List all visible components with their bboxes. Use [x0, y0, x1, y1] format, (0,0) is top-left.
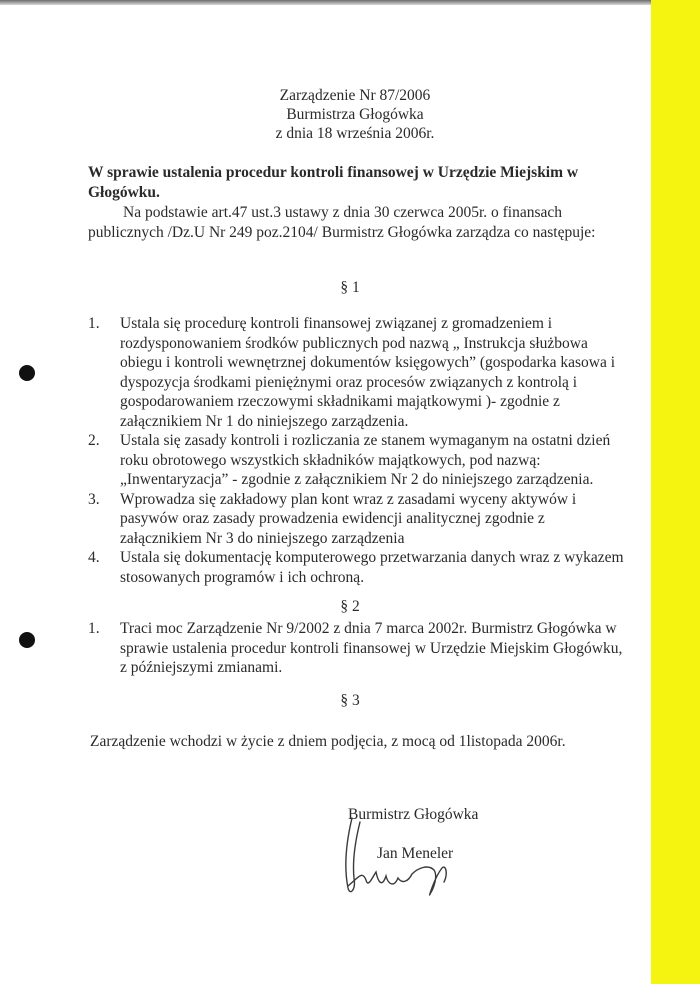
scan-top-edge — [0, 0, 660, 5]
document-subject: W sprawie ustalenia procedur kontroli finansowej w Urzędzie Miejskim w Głogówku. — [88, 164, 579, 201]
list-item — [88, 431, 628, 490]
signature-name: Jan Meneler — [377, 845, 454, 862]
header-date: z dnia 18 września 2006r. — [275, 125, 435, 142]
list-item — [88, 619, 628, 678]
handwritten-signature-icon — [338, 808, 458, 908]
section2-list — [88, 619, 628, 678]
punch-hole-top — [19, 365, 35, 381]
list-item — [88, 490, 628, 549]
header-issuer: Burmistrza Głogówka — [286, 106, 424, 123]
list-item — [88, 548, 628, 587]
signature-title: Burmistrz Głogówka — [348, 806, 479, 823]
header-title: Zarządzenie Nr 87/2006 — [279, 87, 431, 104]
list-item-text: Ustala się dokumentację komputerowego przetwarzania danych wraz z wykazem stosowanych programów i ich ochroną. — [120, 549, 624, 586]
list-item-text: Wprowadza się zakładowy plan kont wraz z zasadami wyceny aktywów i pasywów oraz zasady prowadzenia ewidencji analitycznej zgodnie z załącznikiem Nr 3 do niniejszego zarządzenia — [120, 490, 577, 547]
yellow-highlight-strip — [651, 0, 700, 984]
section1-list — [88, 314, 628, 587]
document-intro: Na podstawie art.47 ust.3 ustawy z dnia 30 czerwca 2005r. o finansach publicznych /Dz.U Nr 249 poz.2104/ Burmistrz Głogówka zarządza co następuje: — [88, 204, 596, 241]
section1-sign: § 1 — [340, 279, 360, 296]
list-item-number: 1. — [88, 315, 100, 332]
list-item-number: 4. — [88, 549, 100, 566]
list-item — [88, 314, 628, 431]
list-item-number: 3. — [88, 490, 100, 508]
punch-hole-bottom — [19, 632, 35, 648]
list-item-number: 2. — [88, 432, 100, 449]
list-item-number: 1. — [88, 620, 100, 637]
document-header — [240, 86, 470, 143]
closing-statement: Zarządzenie wchodzi w życie z dniem podjęcia, z mocą od 1listopada 2006r. — [90, 733, 566, 750]
list-item-text: Ustala się zasady kontroli i rozliczania ze stanem wymaganym na ostatni dzień roku obrotowego wszystkich składników majątkowych, pod nazwą: „Inwentaryzacja” - zgodnie z załącznikiem Nr 2 do niniejszego zarządzenia. — [120, 432, 611, 488]
list-item-text: Traci moc Zarządzenie Nr 9/2002 z dnia 7 marca 2002r. Burmistrz Głogówka w sprawie ustalenia procedur kontroli finansowej w Urzędzie Miejskim Głogówku, z późniejszymi zmianami. — [120, 620, 623, 676]
list-item-text: Ustala się procedurę kontroli finansowej związanej z gromadzeniem i rozdysponowaniem środków publicznych pod nazwą „ Instrukcja służbowa obiegu i kontroli wewnętrznej dokumentów księgowych” (gospodarka kasowa i dyspozycja środkami pieniężnymi oraz procesów związanych z kontrolą i gospodarowaniem rzeczowymi składnikami majątkowymi )- zgodnie z załącznikiem Nr 1 do niniejszego zarządzenia. — [120, 315, 616, 430]
section3-sign: § 3 — [340, 692, 360, 709]
section2-sign: § 2 — [340, 598, 360, 615]
